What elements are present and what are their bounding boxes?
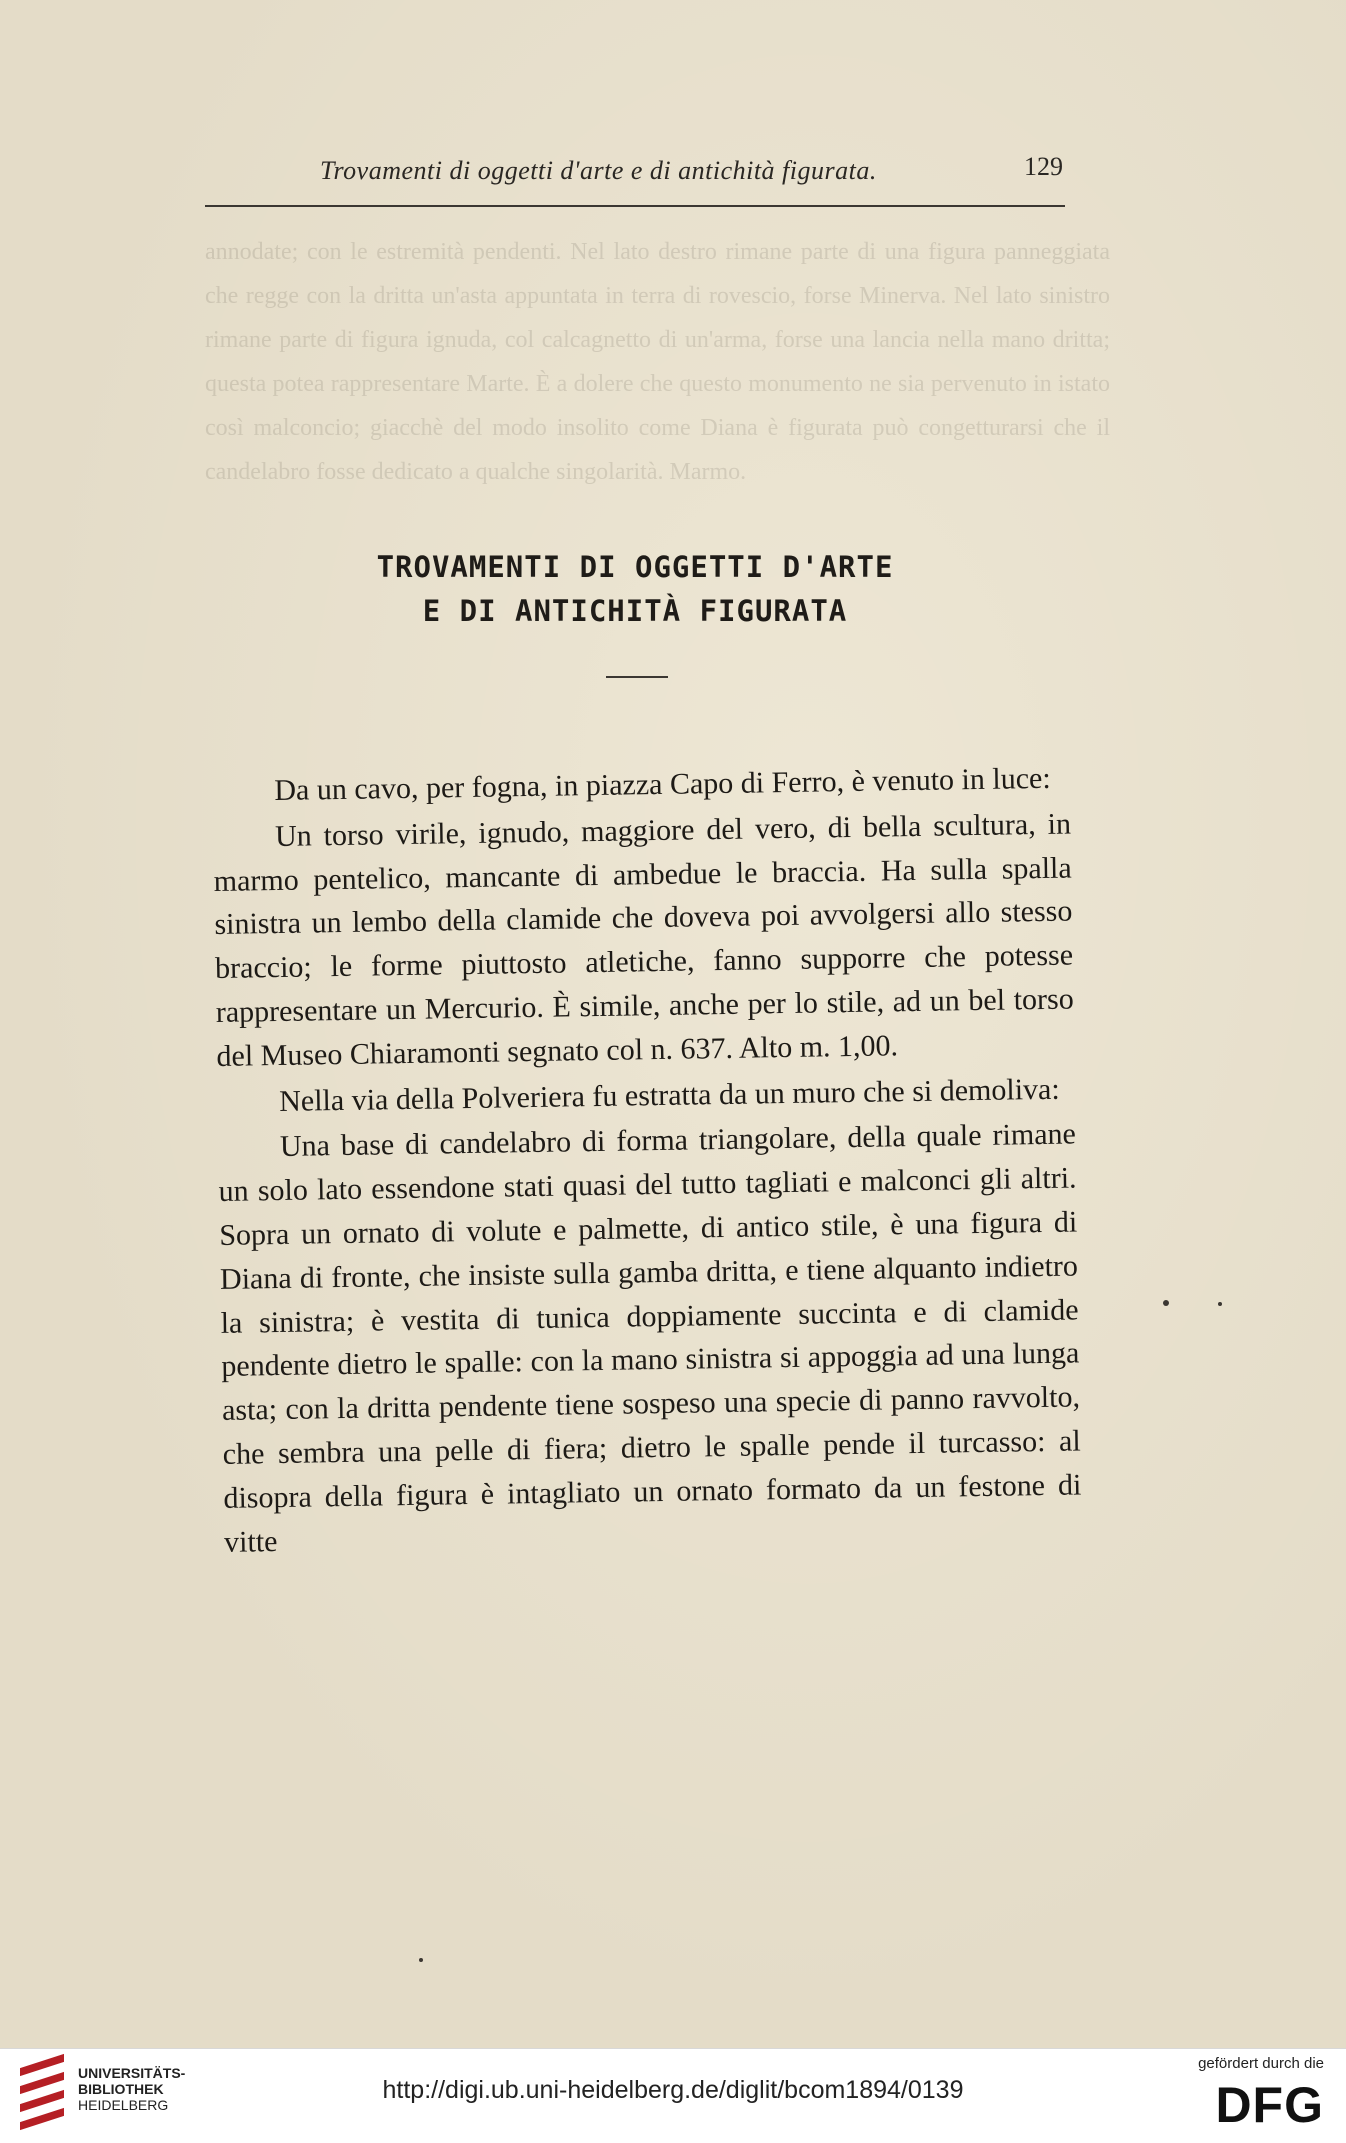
paragraph-4: Una base di candelabro di forma triangolare, della quale rimane un solo lato essendone stati quasi del tutto tagliati e malconci gli altri. Sopra un ornato di volute e palmette, di antico stile, è una figura di Diana di fronte, che insiste sulla gamba dritta, e tiene alquanto indietro la sinistra; è vestita di tunica doppiamente succinta e di clamide pendente dietro le spalle: con la mano sinistra si appoggia ad una lunga asta; con la dritta pendente tiene sospeso una specie di panno ravvolto, che sembra una pelle di fiera; dietro le spalle pende il turcasso: al disopra della figura è intagliato un ornato formato da un festone di vitte	[218, 1117, 1082, 1559]
dfg-logo: DFG	[1215, 2077, 1324, 2133]
footer-bar	[0, 2048, 1346, 2143]
paragraph-2: Un torso virile, ignudo, maggiore del vero, di bella scultura, in marmo pentelico, mancante di ambedue le braccia. Ha sulla spalla sinistra un lembo della clamide che doveva poi avvolgersi allo stesso braccio; le forme piuttosto atletiche, fanno supporre che potesse rappresentare un Mercurio. È simile, anche per lo stile, ad un bel torso del Museo Chiaramonti segnato col n. 637. Alto m. 1,00.	[213, 807, 1074, 1073]
article-title	[205, 545, 1065, 633]
funding-caption: gefördert durch die	[1198, 2055, 1324, 2072]
article-title-line-1: TROVAMENTI DI OGGETTI D'ARTE	[376, 550, 894, 584]
page-number: 129	[1024, 152, 1063, 181]
paragraph-1: Da un cavo, per fogna, in piazza Capo di Ferro, è venuto in luce:	[274, 761, 1051, 808]
bleed-through-texture: annodate; con le estremità pendenti. Nel lato destro rimane parte di una figura panneggiata che regge con la dritta un'asta appuntata in terra di rovescio, forse Minerva. Nel lato sinistro rimane parte di figura ignuda, col calcagnetto di un'arma, forse una lancia nella mano dritta; questa potea rappresentare Marte. È a dolere che questo monumento ne sia pervenuto in istato così malconcio; giacchè del modo insolito come Diana è figurata può congetturarsi che il candelabro fosse dedicato a qualche singolarità. Marmo.	[205, 239, 1110, 485]
ink-speck	[1163, 1300, 1169, 1306]
title-rule	[606, 676, 668, 678]
running-title: Trovamenti di oggetti d'arte e di antichità figurata.	[320, 156, 877, 185]
ink-speck	[419, 1958, 423, 1962]
article-body	[212, 757, 1082, 1565]
running-head	[205, 152, 1065, 192]
header-rule	[205, 205, 1065, 207]
paragraph-3: Nella via della Polveriera fu estratta da un muro che si demoliva:	[278, 1072, 1060, 1118]
article-title-line-2: E DI ANTICHITÀ FIGURATA	[422, 594, 848, 628]
library-name: UNIVERSITÄTS- BIBLIOTHEK HEIDELBERG	[78, 2065, 186, 2113]
ink-speck	[1218, 1302, 1222, 1306]
source-url-link[interactable]: http://digi.ub.uni-heidelberg.de/diglit/bcom1894/0139	[382, 2076, 964, 2104]
